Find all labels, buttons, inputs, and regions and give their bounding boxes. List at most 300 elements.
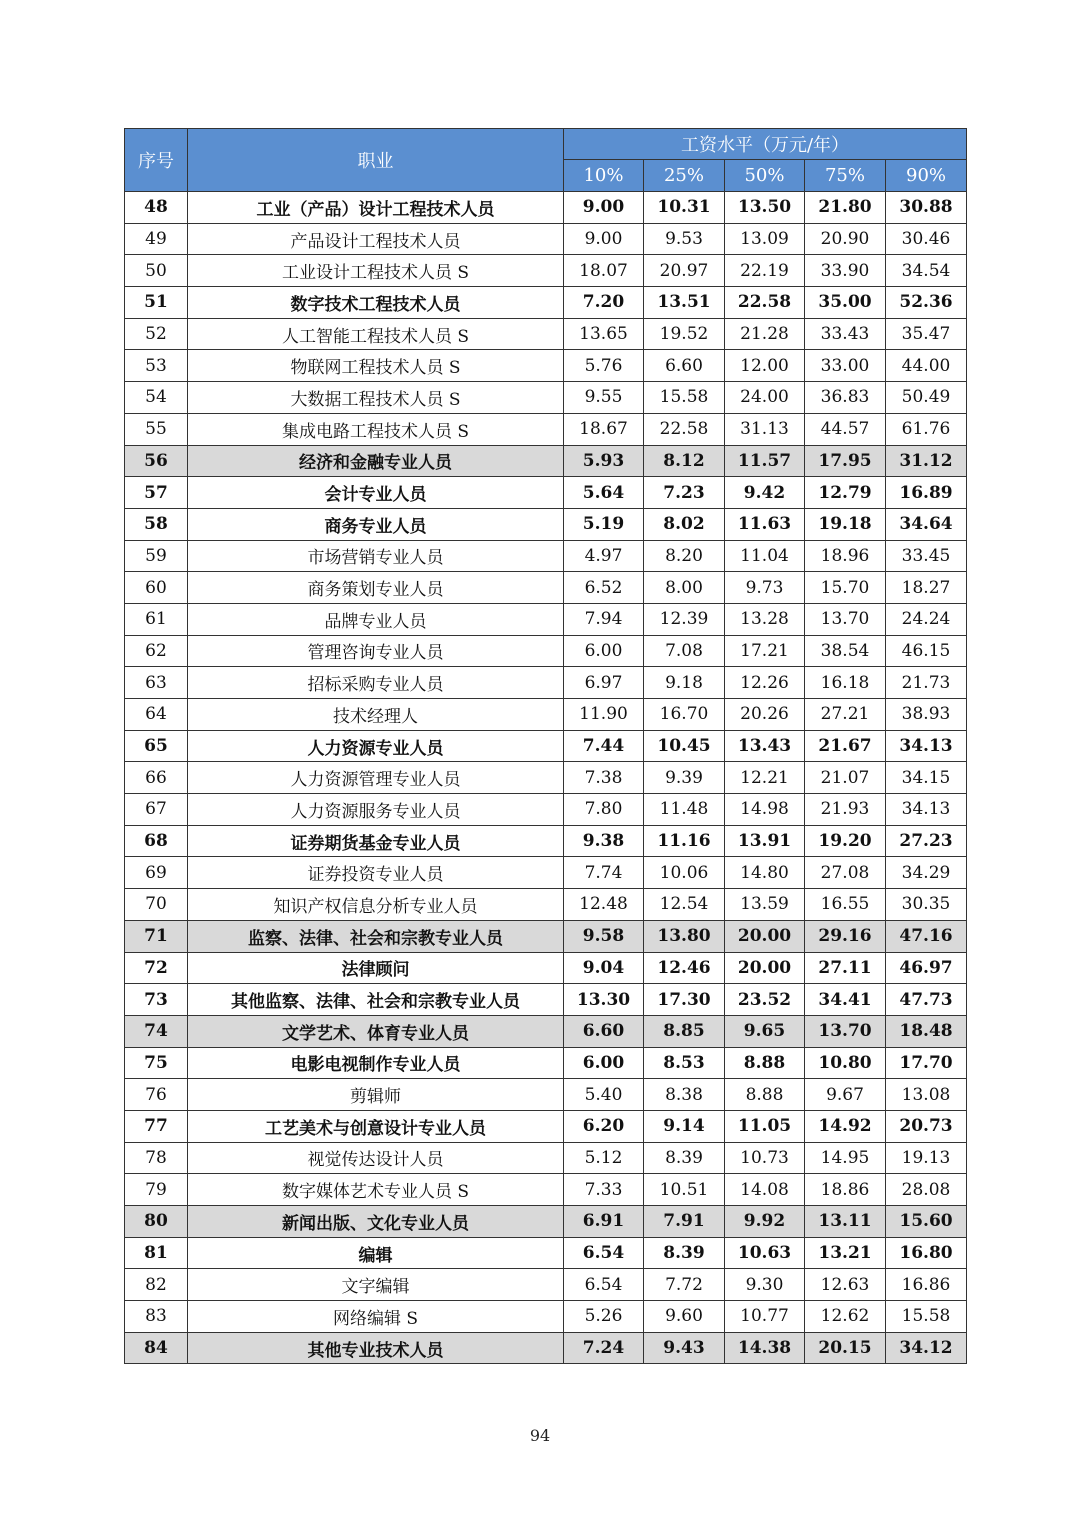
cell-index: 58 <box>125 508 188 540</box>
header-index: 序号 <box>125 129 188 192</box>
cell-p10: 5.64 <box>564 477 644 509</box>
cell-p25: 10.31 <box>644 192 725 224</box>
cell-p25: 8.20 <box>644 540 725 572</box>
cell-index: 54 <box>125 382 188 414</box>
cell-p10: 6.54 <box>564 1269 644 1301</box>
cell-occupation: 电影电视制作专业人员 <box>188 1047 564 1079</box>
cell-index: 49 <box>125 223 188 255</box>
table-row <box>125 1237 967 1269</box>
cell-index: 56 <box>125 445 188 477</box>
cell-p25: 9.39 <box>644 762 725 794</box>
cell-index: 53 <box>125 350 188 382</box>
cell-occupation: 人力资源服务专业人员 <box>188 794 564 826</box>
cell-occupation: 产品设计工程技术人员 <box>188 223 564 255</box>
cell-index: 63 <box>125 667 188 699</box>
table-row <box>125 413 967 445</box>
cell-occupation: 集成电路工程技术人员 S <box>188 413 564 445</box>
cell-index: 77 <box>125 1110 188 1142</box>
cell-p90: 21.73 <box>886 667 967 699</box>
cell-occupation: 商务策划专业人员 <box>188 572 564 604</box>
cell-p50: 8.88 <box>725 1047 805 1079</box>
cell-p10: 5.40 <box>564 1079 644 1111</box>
cell-p75: 12.62 <box>805 1301 886 1333</box>
cell-occupation: 文学艺术、体育专业人员 <box>188 1015 564 1047</box>
cell-p10: 7.38 <box>564 762 644 794</box>
cell-p10: 18.67 <box>564 413 644 445</box>
header-p10: 10% <box>564 160 644 192</box>
cell-p50: 14.08 <box>725 1174 805 1206</box>
cell-index: 71 <box>125 920 188 952</box>
cell-occupation: 人力资源专业人员 <box>188 730 564 762</box>
cell-p75: 12.79 <box>805 477 886 509</box>
cell-p75: 13.70 <box>805 1015 886 1047</box>
cell-p90: 16.89 <box>886 477 967 509</box>
cell-p50: 10.63 <box>725 1237 805 1269</box>
cell-p25: 9.60 <box>644 1301 725 1333</box>
cell-occupation: 大数据工程技术人员 S <box>188 382 564 414</box>
cell-occupation: 数字媒体艺术专业人员 S <box>188 1174 564 1206</box>
cell-p25: 7.08 <box>644 635 725 667</box>
cell-p25: 8.00 <box>644 572 725 604</box>
cell-p90: 16.86 <box>886 1269 967 1301</box>
header-salary-group: 工资水平（万元/年） <box>564 129 967 160</box>
cell-p25: 11.48 <box>644 794 725 826</box>
table-row <box>125 1079 967 1111</box>
cell-p10: 6.52 <box>564 572 644 604</box>
cell-p25: 9.14 <box>644 1110 725 1142</box>
cell-p25: 12.54 <box>644 889 725 921</box>
cell-p75: 35.00 <box>805 287 886 319</box>
cell-index: 55 <box>125 413 188 445</box>
cell-index: 81 <box>125 1237 188 1269</box>
cell-p75: 18.86 <box>805 1174 886 1206</box>
table-row <box>125 1174 967 1206</box>
table-row <box>125 508 967 540</box>
cell-index: 75 <box>125 1047 188 1079</box>
cell-index: 52 <box>125 318 188 350</box>
cell-occupation: 管理咨询专业人员 <box>188 635 564 667</box>
cell-index: 72 <box>125 952 188 984</box>
table-row <box>125 730 967 762</box>
cell-index: 66 <box>125 762 188 794</box>
cell-p50: 9.65 <box>725 1015 805 1047</box>
cell-occupation: 工艺美术与创意设计专业人员 <box>188 1110 564 1142</box>
cell-p90: 30.35 <box>886 889 967 921</box>
cell-p90: 18.48 <box>886 1015 967 1047</box>
cell-p25: 9.43 <box>644 1332 725 1364</box>
cell-p25: 6.60 <box>644 350 725 382</box>
cell-p50: 13.91 <box>725 825 805 857</box>
cell-p50: 17.21 <box>725 635 805 667</box>
table-row <box>125 952 967 984</box>
cell-p25: 12.39 <box>644 603 725 635</box>
cell-index: 82 <box>125 1269 188 1301</box>
cell-index: 69 <box>125 857 188 889</box>
cell-p25: 10.51 <box>644 1174 725 1206</box>
cell-p90: 46.97 <box>886 952 967 984</box>
cell-p90: 47.16 <box>886 920 967 952</box>
cell-p90: 34.13 <box>886 730 967 762</box>
cell-index: 74 <box>125 1015 188 1047</box>
cell-p90: 15.58 <box>886 1301 967 1333</box>
cell-p90: 30.46 <box>886 223 967 255</box>
cell-index: 62 <box>125 635 188 667</box>
cell-p50: 9.30 <box>725 1269 805 1301</box>
cell-occupation: 法律顾问 <box>188 952 564 984</box>
cell-p50: 13.28 <box>725 603 805 635</box>
cell-p75: 27.21 <box>805 699 886 731</box>
cell-occupation: 证券投资专业人员 <box>188 857 564 889</box>
cell-occupation: 其他专业技术人员 <box>188 1332 564 1364</box>
cell-p90: 34.64 <box>886 508 967 540</box>
cell-p75: 33.90 <box>805 255 886 287</box>
cell-p50: 10.73 <box>725 1142 805 1174</box>
cell-p10: 6.60 <box>564 1015 644 1047</box>
table-row <box>125 223 967 255</box>
cell-p10: 9.38 <box>564 825 644 857</box>
table-row <box>125 794 967 826</box>
cell-p50: 23.52 <box>725 984 805 1016</box>
cell-p10: 12.48 <box>564 889 644 921</box>
cell-index: 50 <box>125 255 188 287</box>
header-p50: 50% <box>725 160 805 192</box>
cell-p25: 17.30 <box>644 984 725 1016</box>
cell-occupation: 新闻出版、文化专业人员 <box>188 1206 564 1238</box>
table-row <box>125 984 967 1016</box>
cell-p75: 17.95 <box>805 445 886 477</box>
table-row <box>125 477 967 509</box>
table-row <box>125 699 967 731</box>
cell-occupation: 知识产权信息分析专业人员 <box>188 889 564 921</box>
cell-p90: 16.80 <box>886 1237 967 1269</box>
cell-p25: 12.46 <box>644 952 725 984</box>
cell-p50: 8.88 <box>725 1079 805 1111</box>
cell-p75: 33.43 <box>805 318 886 350</box>
cell-p10: 18.07 <box>564 255 644 287</box>
cell-p25: 19.52 <box>644 318 725 350</box>
cell-p50: 31.13 <box>725 413 805 445</box>
cell-occupation: 证券期货基金专业人员 <box>188 825 564 857</box>
cell-p75: 14.92 <box>805 1110 886 1142</box>
cell-p50: 14.80 <box>725 857 805 889</box>
cell-p75: 34.41 <box>805 984 886 1016</box>
cell-occupation: 工业（产品）设计工程技术人员 <box>188 192 564 224</box>
cell-index: 61 <box>125 603 188 635</box>
cell-p10: 6.54 <box>564 1237 644 1269</box>
cell-p75: 13.11 <box>805 1206 886 1238</box>
cell-p90: 30.88 <box>886 192 967 224</box>
cell-p75: 38.54 <box>805 635 886 667</box>
cell-p75: 19.20 <box>805 825 886 857</box>
cell-p10: 5.76 <box>564 350 644 382</box>
cell-p10: 7.80 <box>564 794 644 826</box>
header-p25: 25% <box>644 160 725 192</box>
cell-p90: 46.15 <box>886 635 967 667</box>
header-p90: 90% <box>886 160 967 192</box>
cell-p25: 8.85 <box>644 1015 725 1047</box>
cell-index: 73 <box>125 984 188 1016</box>
header-occupation: 职业 <box>188 129 564 192</box>
cell-p90: 52.36 <box>886 287 967 319</box>
cell-occupation: 市场营销专业人员 <box>188 540 564 572</box>
cell-p90: 24.24 <box>886 603 967 635</box>
table-row <box>125 603 967 635</box>
cell-occupation: 人力资源管理专业人员 <box>188 762 564 794</box>
cell-index: 68 <box>125 825 188 857</box>
cell-index: 80 <box>125 1206 188 1238</box>
cell-p90: 15.60 <box>886 1206 967 1238</box>
table-row <box>125 1015 967 1047</box>
page-number: 94 <box>529 1426 551 1445</box>
cell-occupation: 物联网工程技术人员 S <box>188 350 564 382</box>
table-row <box>125 825 967 857</box>
table-row <box>125 762 967 794</box>
cell-occupation: 会计专业人员 <box>188 477 564 509</box>
table-row <box>125 1206 967 1238</box>
cell-occupation: 经济和金融专业人员 <box>188 445 564 477</box>
cell-index: 83 <box>125 1301 188 1333</box>
cell-index: 64 <box>125 699 188 731</box>
cell-p50: 11.04 <box>725 540 805 572</box>
table-row <box>125 635 967 667</box>
cell-p90: 17.70 <box>886 1047 967 1079</box>
cell-p90: 34.15 <box>886 762 967 794</box>
cell-p50: 13.59 <box>725 889 805 921</box>
cell-p10: 5.26 <box>564 1301 644 1333</box>
cell-p90: 27.23 <box>886 825 967 857</box>
cell-p25: 7.91 <box>644 1206 725 1238</box>
table-row <box>125 1332 967 1364</box>
cell-index: 67 <box>125 794 188 826</box>
table-row <box>125 350 967 382</box>
cell-p25: 8.02 <box>644 508 725 540</box>
cell-p75: 20.15 <box>805 1332 886 1364</box>
cell-p10: 13.30 <box>564 984 644 1016</box>
cell-p50: 20.00 <box>725 920 805 952</box>
cell-p50: 13.09 <box>725 223 805 255</box>
cell-p90: 44.00 <box>886 350 967 382</box>
cell-p75: 14.95 <box>805 1142 886 1174</box>
cell-p90: 34.12 <box>886 1332 967 1364</box>
cell-p25: 16.70 <box>644 699 725 731</box>
table-row <box>125 318 967 350</box>
table-row <box>125 920 967 952</box>
header-p75: 75% <box>805 160 886 192</box>
cell-p25: 11.16 <box>644 825 725 857</box>
cell-p10: 9.00 <box>564 223 644 255</box>
cell-p75: 44.57 <box>805 413 886 445</box>
cell-p75: 21.07 <box>805 762 886 794</box>
cell-p90: 50.49 <box>886 382 967 414</box>
table-body <box>125 192 967 1364</box>
cell-p90: 19.13 <box>886 1142 967 1174</box>
cell-p90: 61.76 <box>886 413 967 445</box>
cell-p75: 12.63 <box>805 1269 886 1301</box>
cell-index: 51 <box>125 287 188 319</box>
cell-p10: 7.74 <box>564 857 644 889</box>
table-row <box>125 255 967 287</box>
cell-p75: 33.00 <box>805 350 886 382</box>
cell-p10: 6.00 <box>564 1047 644 1079</box>
table-row <box>125 1301 967 1333</box>
cell-index: 79 <box>125 1174 188 1206</box>
cell-p25: 13.80 <box>644 920 725 952</box>
cell-p10: 6.91 <box>564 1206 644 1238</box>
cell-p75: 10.80 <box>805 1047 886 1079</box>
cell-p10: 5.93 <box>564 445 644 477</box>
cell-p25: 8.12 <box>644 445 725 477</box>
cell-occupation: 数字技术工程技术人员 <box>188 287 564 319</box>
cell-occupation: 技术经理人 <box>188 699 564 731</box>
cell-p50: 21.28 <box>725 318 805 350</box>
cell-index: 78 <box>125 1142 188 1174</box>
table-row <box>125 857 967 889</box>
cell-p25: 8.39 <box>644 1237 725 1269</box>
table-row <box>125 445 967 477</box>
cell-index: 84 <box>125 1332 188 1364</box>
cell-occupation: 其他监察、法律、社会和宗教专业人员 <box>188 984 564 1016</box>
cell-occupation: 监察、法律、社会和宗教专业人员 <box>188 920 564 952</box>
cell-p50: 22.19 <box>725 255 805 287</box>
cell-p50: 13.50 <box>725 192 805 224</box>
cell-p50: 9.92 <box>725 1206 805 1238</box>
cell-p50: 11.05 <box>725 1110 805 1142</box>
cell-p10: 5.19 <box>564 508 644 540</box>
cell-p90: 33.45 <box>886 540 967 572</box>
cell-p50: 20.00 <box>725 952 805 984</box>
table-header <box>125 129 967 192</box>
cell-index: 65 <box>125 730 188 762</box>
cell-p90: 34.29 <box>886 857 967 889</box>
cell-p90: 13.08 <box>886 1079 967 1111</box>
cell-occupation: 商务专业人员 <box>188 508 564 540</box>
table-row <box>125 382 967 414</box>
cell-p25: 9.53 <box>644 223 725 255</box>
cell-p75: 16.55 <box>805 889 886 921</box>
cell-p10: 9.00 <box>564 192 644 224</box>
table-row <box>125 540 967 572</box>
cell-p75: 21.93 <box>805 794 886 826</box>
cell-p10: 7.33 <box>564 1174 644 1206</box>
cell-index: 59 <box>125 540 188 572</box>
cell-p90: 31.12 <box>886 445 967 477</box>
cell-p50: 14.38 <box>725 1332 805 1364</box>
cell-p50: 24.00 <box>725 382 805 414</box>
cell-p25: 15.58 <box>644 382 725 414</box>
cell-occupation: 品牌专业人员 <box>188 603 564 635</box>
cell-occupation: 编辑 <box>188 1237 564 1269</box>
cell-p75: 27.11 <box>805 952 886 984</box>
cell-p90: 38.93 <box>886 699 967 731</box>
cell-p90: 34.13 <box>886 794 967 826</box>
cell-p10: 7.20 <box>564 287 644 319</box>
cell-p50: 12.21 <box>725 762 805 794</box>
table-row <box>125 667 967 699</box>
table-row <box>125 1110 967 1142</box>
cell-p10: 9.58 <box>564 920 644 952</box>
cell-p10: 13.65 <box>564 318 644 350</box>
cell-occupation: 人工智能工程技术人员 S <box>188 318 564 350</box>
cell-p75: 15.70 <box>805 572 886 604</box>
cell-p50: 22.58 <box>725 287 805 319</box>
cell-p75: 18.96 <box>805 540 886 572</box>
cell-p50: 12.26 <box>725 667 805 699</box>
cell-p75: 29.16 <box>805 920 886 952</box>
cell-p10: 7.94 <box>564 603 644 635</box>
cell-p50: 20.26 <box>725 699 805 731</box>
cell-p75: 21.80 <box>805 192 886 224</box>
cell-p75: 27.08 <box>805 857 886 889</box>
cell-p25: 8.53 <box>644 1047 725 1079</box>
cell-occupation: 工业设计工程技术人员 S <box>188 255 564 287</box>
cell-p10: 6.97 <box>564 667 644 699</box>
cell-index: 70 <box>125 889 188 921</box>
cell-index: 57 <box>125 477 188 509</box>
cell-p25: 8.38 <box>644 1079 725 1111</box>
cell-p10: 9.55 <box>564 382 644 414</box>
cell-p25: 7.23 <box>644 477 725 509</box>
cell-p50: 14.98 <box>725 794 805 826</box>
table-row <box>125 1269 967 1301</box>
cell-p10: 9.04 <box>564 952 644 984</box>
cell-p10: 7.24 <box>564 1332 644 1364</box>
cell-p75: 13.70 <box>805 603 886 635</box>
cell-p90: 18.27 <box>886 572 967 604</box>
cell-p90: 35.47 <box>886 318 967 350</box>
cell-p90: 47.73 <box>886 984 967 1016</box>
table-row <box>125 1047 967 1079</box>
table-row <box>125 1142 967 1174</box>
cell-p50: 10.77 <box>725 1301 805 1333</box>
table-row <box>125 287 967 319</box>
cell-p10: 7.44 <box>564 730 644 762</box>
cell-p10: 6.00 <box>564 635 644 667</box>
table-row <box>125 192 967 224</box>
cell-index: 48 <box>125 192 188 224</box>
cell-p50: 13.43 <box>725 730 805 762</box>
salary-table <box>124 128 967 1364</box>
table-row <box>125 572 967 604</box>
cell-occupation: 视觉传达设计人员 <box>188 1142 564 1174</box>
cell-p90: 34.54 <box>886 255 967 287</box>
cell-index: 76 <box>125 1079 188 1111</box>
cell-p25: 8.39 <box>644 1142 725 1174</box>
cell-occupation: 剪辑师 <box>188 1079 564 1111</box>
cell-p10: 6.20 <box>564 1110 644 1142</box>
cell-p25: 20.97 <box>644 255 725 287</box>
cell-p75: 9.67 <box>805 1079 886 1111</box>
cell-p90: 20.73 <box>886 1110 967 1142</box>
cell-occupation: 网络编辑 S <box>188 1301 564 1333</box>
cell-p90: 28.08 <box>886 1174 967 1206</box>
cell-p10: 11.90 <box>564 699 644 731</box>
cell-occupation: 招标采购专业人员 <box>188 667 564 699</box>
cell-p25: 13.51 <box>644 287 725 319</box>
cell-p75: 16.18 <box>805 667 886 699</box>
cell-p50: 9.73 <box>725 572 805 604</box>
cell-p50: 12.00 <box>725 350 805 382</box>
cell-occupation: 文字编辑 <box>188 1269 564 1301</box>
cell-p75: 21.67 <box>805 730 886 762</box>
cell-p50: 9.42 <box>725 477 805 509</box>
cell-p25: 7.72 <box>644 1269 725 1301</box>
cell-p25: 22.58 <box>644 413 725 445</box>
cell-p25: 10.45 <box>644 730 725 762</box>
cell-p50: 11.57 <box>725 445 805 477</box>
cell-p75: 19.18 <box>805 508 886 540</box>
cell-p10: 5.12 <box>564 1142 644 1174</box>
cell-p50: 11.63 <box>725 508 805 540</box>
